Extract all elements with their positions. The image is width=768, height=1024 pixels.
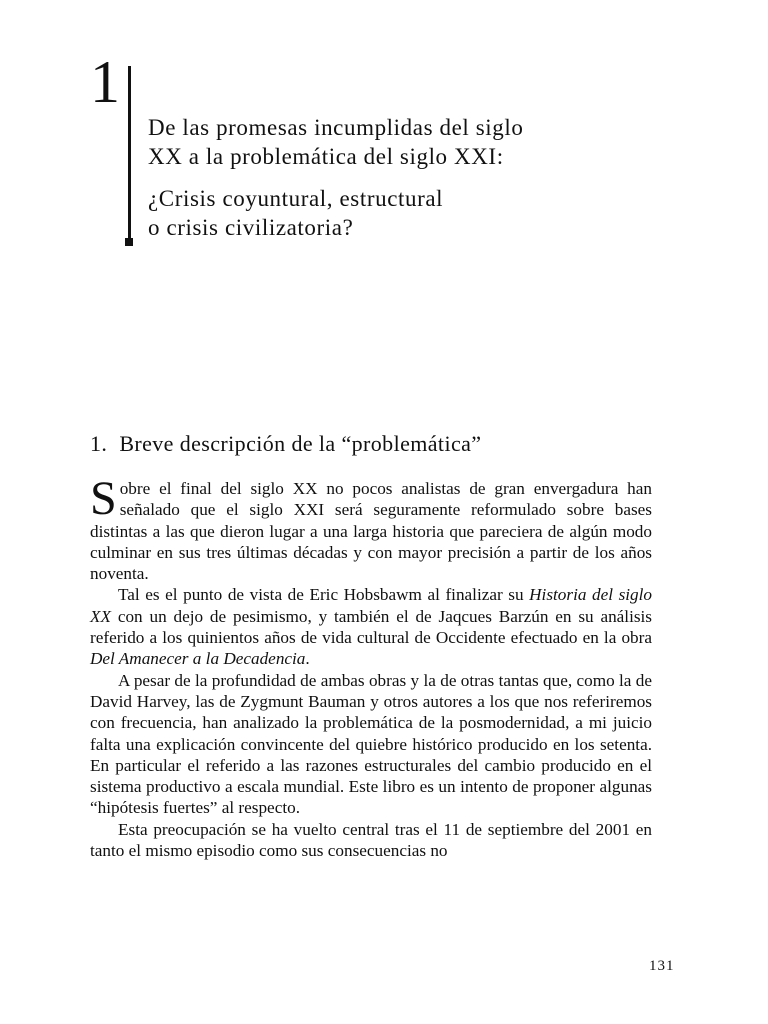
paragraph-text: con un dejo de pesimismo, y también el de Jaqcues Barzún en su análisis referido a los quinientos años de vida cultural de Occidente efectuado en la obra [90, 606, 652, 648]
page-number: 131 [649, 958, 675, 974]
paragraph: A pesar de la profundidad de ambas obras y la de otras tantas que, como la de David Harvey, las de Zygmunt Bauman y otros autores a los que nos referiremos con frecuencia, han analizado la problemática de la posmodernidad, a mi juicio falta una explicación convincente del quiebre histórico producido en los setenta. En particular el referido a las razones estructurales del cambio producido en el sistema productivo a escala mundial. Este libro es un intento de proponer algunas “hipótesis fuertes” al respecto. [90, 670, 652, 818]
section-heading [90, 430, 481, 458]
book-title: Del Amanecer a la Decadencia [90, 649, 306, 669]
paragraph [90, 584, 652, 669]
paragraph: Esta preocupación se ha vuelto central tras el 11 de septiembre del 2001 en tanto el mismo episodio como sus consecuencias no [90, 819, 652, 861]
paragraph [90, 472, 652, 584]
section-title: Breve descripción de la “problemática” [119, 431, 482, 456]
chapter-number: 1 [90, 49, 119, 115]
paragraph-text: Tal es el punto de vista de Eric Hobsbawm al finalizar su [118, 585, 530, 605]
chapter-subtitle-line: o crisis civilizatoria? [148, 215, 354, 240]
section-number: 1. [90, 431, 108, 456]
chapter-rule-end [125, 238, 133, 246]
book-title: Historia del siglo XX [90, 585, 652, 626]
chapter-rule [128, 66, 131, 242]
paragraph-text: obre el final del siglo XX no pocos analistas de gran envergadura han señalado que el siglo XXI será seguramente reformulado sobre bases distintas a las que dieron lugar a una larga historia que pareciera de algún modo culminar en sus tres últimas décadas y con mayor precisión a partir de los años noventa. [90, 479, 652, 584]
chapter-subtitle-line: ¿Crisis coyuntural, estructural [148, 186, 444, 211]
chapter-title [148, 113, 668, 242]
drop-cap: S [90, 472, 117, 525]
paragraph-text: . [305, 649, 310, 669]
body-text [90, 472, 652, 861]
chapter-title-line: XX a la problemática del siglo XXI: [148, 144, 504, 169]
chapter-title-line: De las promesas incumplidas del siglo [148, 115, 524, 140]
